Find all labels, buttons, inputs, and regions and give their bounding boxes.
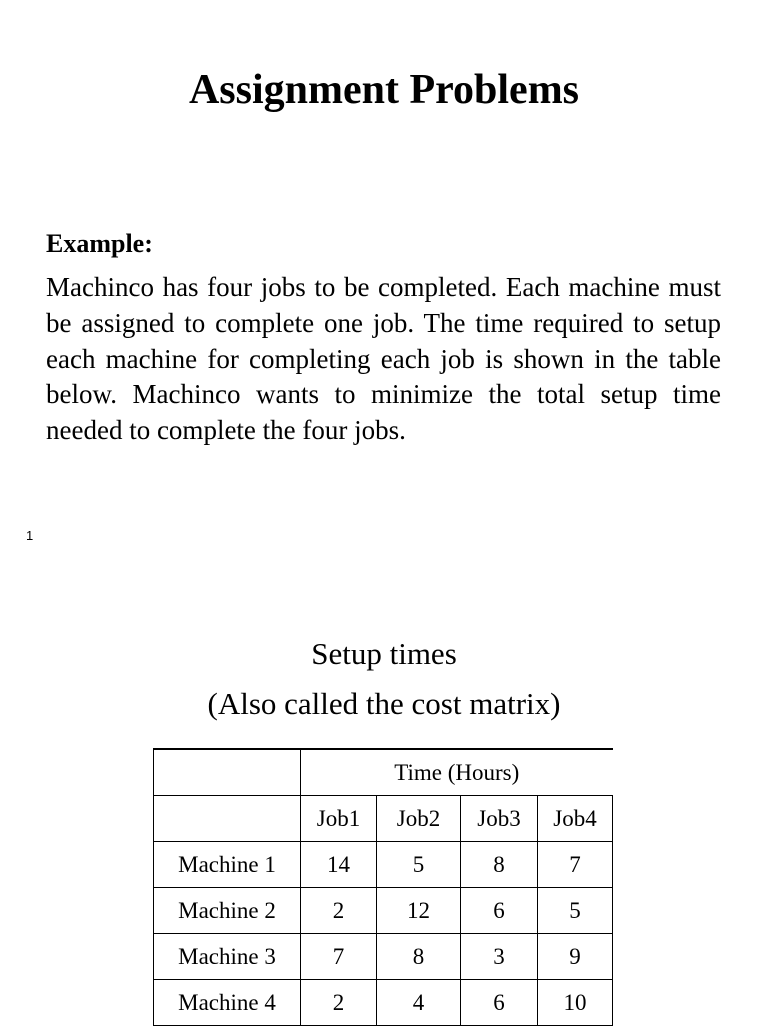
table-cell: 2 xyxy=(301,980,377,1026)
table-subtitle: (Also called the cost matrix) xyxy=(207,686,561,721)
table-row xyxy=(154,980,613,1026)
table-cell: 6 xyxy=(461,888,538,934)
table-cell: 7 xyxy=(301,934,377,980)
table-header-row xyxy=(154,749,613,796)
row-label: Machine 4 xyxy=(154,980,301,1026)
table-cell: 2 xyxy=(301,888,377,934)
slide-title: Assignment Problems xyxy=(188,67,580,113)
table-cell: 5 xyxy=(377,842,461,888)
cost-matrix-table xyxy=(153,748,613,1026)
example-text: Machinco has four jobs to be completed. Each machine must be assigned to complete one job. The time required to setup each machine for completing each job is shown in the table below. Machinco wants to minimize the total setup time needed to complete the four jobs. xyxy=(46,272,721,446)
table-corner-cell xyxy=(154,749,301,796)
table-cell: 5 xyxy=(538,888,613,934)
table-cell: 8 xyxy=(377,934,461,980)
page-number: 1 xyxy=(26,528,34,543)
table-title: Setup times xyxy=(311,636,457,671)
column-header-job4: Job4 xyxy=(538,796,613,842)
example-heading: Example: xyxy=(46,229,153,258)
row-label: Machine 1 xyxy=(154,842,301,888)
table-cell: 7 xyxy=(538,842,613,888)
table-column-header-row xyxy=(154,796,613,842)
table-cell: 4 xyxy=(377,980,461,1026)
table-cell: 3 xyxy=(461,934,538,980)
time-hours-header: Time (Hours) xyxy=(301,749,613,796)
table-row xyxy=(154,934,613,980)
column-header-job2: Job2 xyxy=(377,796,461,842)
table-cell: 8 xyxy=(461,842,538,888)
row-label: Machine 3 xyxy=(154,934,301,980)
column-header-job3: Job3 xyxy=(461,796,538,842)
table-cell: 6 xyxy=(461,980,538,1026)
table-cell: 12 xyxy=(377,888,461,934)
table-cell: 10 xyxy=(538,980,613,1026)
table-cell: 14 xyxy=(301,842,377,888)
row-label: Machine 2 xyxy=(154,888,301,934)
table-cell: 9 xyxy=(538,934,613,980)
table-row xyxy=(154,888,613,934)
table-empty-cell xyxy=(154,796,301,842)
table-row xyxy=(154,842,613,888)
column-header-job1: Job1 xyxy=(301,796,377,842)
